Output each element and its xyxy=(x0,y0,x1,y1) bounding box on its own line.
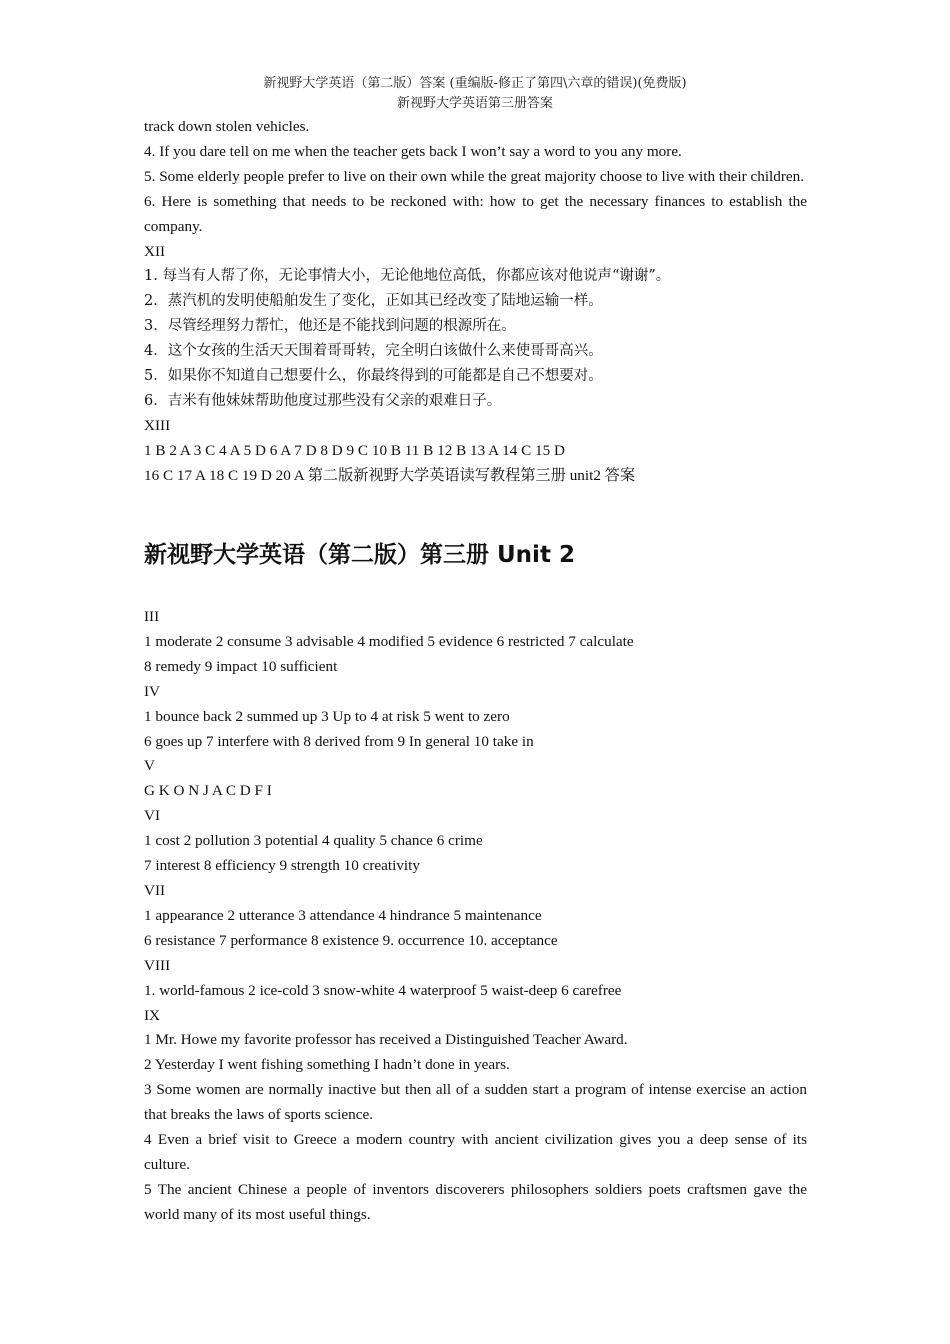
answer-line: 6 resistance 7 performance 8 existence 9. occurrence 10. acceptance xyxy=(144,931,558,949)
text-paragraph: 6. Here is something that needs to be reckoned with: how to get the necessary finances to establish the company. xyxy=(144,192,807,235)
translation-item: 3．尽管经理努力帮忙，他还是不能找到问题的根源所在。 xyxy=(144,318,516,335)
answer-line: 7 interest 8 efficiency 9 strength 10 creativity xyxy=(144,857,420,875)
text-line: 4. If you dare tell on me when the teacher gets back I won’t say a word to you any more. xyxy=(144,142,682,160)
text-paragraph: 3 Some women are normally inactive but then all of a sudden start a program of intense exercise an action that breaks the laws of sports science. xyxy=(144,1081,807,1124)
text-paragraph: 4 Even a brief visit to Greece a modern country with ancient civilization gives you a deep sense of its culture. xyxy=(144,1131,807,1173)
section-label-v: V xyxy=(144,757,155,775)
text-paragraph: 5 The ancient Chinese a people of inventors discoverers philosophers soldiers poets craftsmen gave the world many of its most useful things. xyxy=(144,1180,807,1223)
answer-line: 16 C 17 A 18 C 19 D 20 A 第二版新视野大学英语读写教程第三册 unit2 答案 xyxy=(144,466,636,484)
unit-heading: 新视野大学英语（第二版）第三册 Unit 2 xyxy=(144,542,575,568)
answer-line: 6 goes up 7 interfere with 8 derived from 9 In general 10 take in xyxy=(144,732,534,750)
answer-line: 1 bounce back 2 summed up 3 Up to 4 at risk 5 went to zero xyxy=(144,707,510,725)
unit2-answers xyxy=(144,605,807,1228)
answer-line: 1 moderate 2 consume 3 advisable 4 modified 5 evidence 6 restricted 7 calculate xyxy=(144,632,634,650)
translation-item: 1. 每当有人帮了你，无论事情大小，无论他地位高低，你都应该对他说声“谢谢”。 xyxy=(144,268,671,285)
answer-line: 1 appearance 2 utterance 3 attendance 4 hindrance 5 maintenance xyxy=(144,906,542,924)
section-label-ix: IX xyxy=(144,1006,161,1024)
section-label-xii: XII xyxy=(144,242,166,260)
answer-line: G K O N J A C D F I xyxy=(144,782,272,800)
section-label-iii: III xyxy=(144,608,160,625)
answer-line: 1 cost 2 pollution 3 potential 4 quality 5 chance 6 crime xyxy=(144,832,483,850)
section-label-xiii: XIII xyxy=(144,416,171,434)
text-paragraph: 5. Some elderly people prefer to live on their own while the great majority choose to live with their children. xyxy=(144,167,805,185)
doc-header-subtitle: 新视野大学英语第三册答案 xyxy=(396,96,553,111)
answer-line: 1. world-famous 2 ice-cold 3 snow-white 4 waterproof 5 waist-deep 6 carefree xyxy=(144,981,622,999)
translation-item: 2．蒸汽机的发明使船舶发生了变化，正如其已经改变了陆地运输一样。 xyxy=(144,293,603,310)
section-label-vi: VI xyxy=(144,807,161,825)
section-label-vii: VII xyxy=(144,881,166,899)
answer-line: 8 remedy 9 impact 10 sufficient xyxy=(144,657,338,675)
doc-header-title: 新视野大学英语（第二版）答案 (重编版-修正了第四\六章的错误)(免费版) xyxy=(263,76,687,91)
answer-line: 1 Mr. Howe my favorite professor has received a Distinguished Teacher Award. xyxy=(144,1031,628,1049)
translation-item: 4．这个女孩的生活天天围着哥哥转，完全明白该做什么来使哥哥高兴。 xyxy=(144,343,603,360)
answers-continued xyxy=(144,115,807,489)
translation-item: 5．如果你不知道自己想要什么，你最终得到的可能都是自己不想要对。 xyxy=(144,368,603,385)
section-label-iv: IV xyxy=(144,682,161,700)
section-label-viii: VIII xyxy=(144,956,171,974)
answer-line: 1 B 2 A 3 C 4 A 5 D 6 A 7 D 8 D 9 C 10 B 11 B 12 B 13 A 14 C 15 D xyxy=(144,441,565,459)
text-line: track down stolen vehicles. xyxy=(144,118,310,135)
translation-item: 6．吉米有他妹妹帮助他度过那些没有父亲的艰难日子。 xyxy=(144,392,502,409)
answer-line: 2 Yesterday I went fishing something I hadn’t done in years. xyxy=(144,1056,510,1074)
